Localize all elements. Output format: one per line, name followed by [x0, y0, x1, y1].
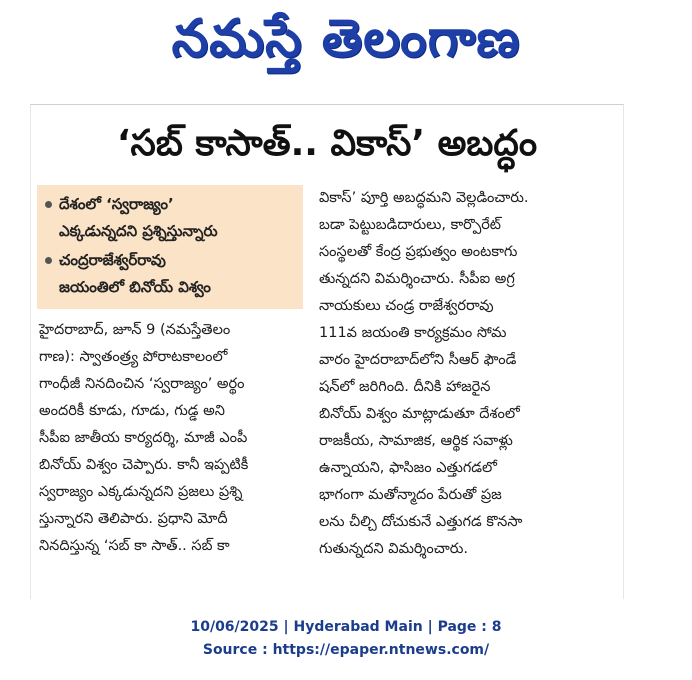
body-line: హైదరాబాద్, జూన్ 9 (నమస్తేతెలం — [39, 322, 231, 338]
left-column — [37, 185, 303, 560]
bullet-icon — [45, 257, 52, 264]
highlight-item — [45, 191, 295, 245]
body-line: సీపీఐ జాతీయ కార్యదర్శి, మాజీ ఎంపీ — [39, 430, 248, 446]
body-line: సంస్థలతో కేంద్ర ప్రభుత్వం అంటకాగు — [319, 244, 518, 260]
highlight-box — [37, 185, 303, 309]
body-line: స్వరాజ్యం ఎక్కడున్నదని ప్రజలు ప్రశ్ని — [39, 484, 243, 500]
body-line: బినోయ్ విశ్వం చెప్పారు. కానీ ఇప్పటికీ — [39, 457, 249, 473]
left-body-text — [37, 317, 303, 560]
body-line: బినోయ్ విశ్వం మాట్లాడుతూ దేశంలో — [319, 406, 520, 422]
body-line: గుతున్నదని విమర్శించారు. — [319, 541, 468, 557]
body-line: అందరికీ కూడు, గూడు, గుడ్డ అని — [39, 403, 225, 419]
body-line: గాంధీజీ నినదించిన ‘స్వరాజ్యం’ అర్థం — [39, 376, 245, 392]
body-line: నినదిస్తున్న ‘సబ్ కా సాత్.. సబ్ కా — [39, 538, 230, 554]
publication-info: 10/06/2025 | Hyderabad Main | Page : 8 — [190, 619, 502, 635]
right-column — [319, 185, 617, 563]
body-line: ఉన్నాయని, ఫాసిజం ఎత్తుగడలో — [319, 460, 497, 476]
body-line: నాయకులు చండ్ర రాజేశ్వరరావు — [319, 298, 494, 314]
body-line: రాజకీయ, సామాజిక, ఆర్థిక సవాళ్లు — [319, 433, 513, 449]
body-line: లను చీల్చి దోచుకునే ఎత్తుగడ కొనసా — [319, 514, 523, 530]
highlight-line: జయంతిలో బినోయ్ విశ్వం — [59, 278, 211, 296]
body-line: భాగంగా మతోన్మాదం పేరుతో ప్రజ — [319, 487, 502, 503]
body-line: తున్నదని విమర్శించారు. సీపీఐ అగ్ర — [319, 271, 515, 287]
bullet-icon — [45, 201, 52, 208]
article-headline: ‘సబ్ కాసాత్.. వికాస్’ అబద్ధం — [116, 123, 538, 164]
newspaper-masthead: నమస్తే తెలంగాణ — [171, 9, 521, 69]
body-line: వారం హైదరాబాద్‌లోని సీఆర్ ఫౌండే — [319, 352, 517, 368]
source-link[interactable]: Source : https://epaper.ntnews.com/ — [202, 642, 490, 658]
body-line: స్తున్నారని తెలిపారు. ప్రధాని మోదీ — [39, 511, 228, 527]
highlight-item — [45, 247, 295, 301]
body-line: షన్‌లో జరిగింది. దీనికి హాజరైన — [319, 379, 491, 395]
highlight-line: దేశంలో ‘స్వరాజ్యం’ — [59, 195, 174, 213]
body-line: గాణ): స్వాతంత్ర్య పోరాటకాలంలో — [39, 349, 228, 365]
body-line: బడా పెట్టుబడిదారులు, కార్పొరేట్ — [319, 217, 501, 233]
body-line: 111వ జయంతి కార్యక్రమం సోమ — [319, 325, 507, 341]
highlight-line: చంద్రరాజేశ్వర్‌రావు — [59, 251, 166, 269]
highlight-line: ఎక్కడున్నదని ప్రశ్నిస్తున్నారు — [59, 222, 218, 240]
body-line: వికాస్’ పూర్తి అబద్ధమని వెల్లడించారు. — [319, 190, 529, 206]
news-clipping — [30, 104, 624, 599]
